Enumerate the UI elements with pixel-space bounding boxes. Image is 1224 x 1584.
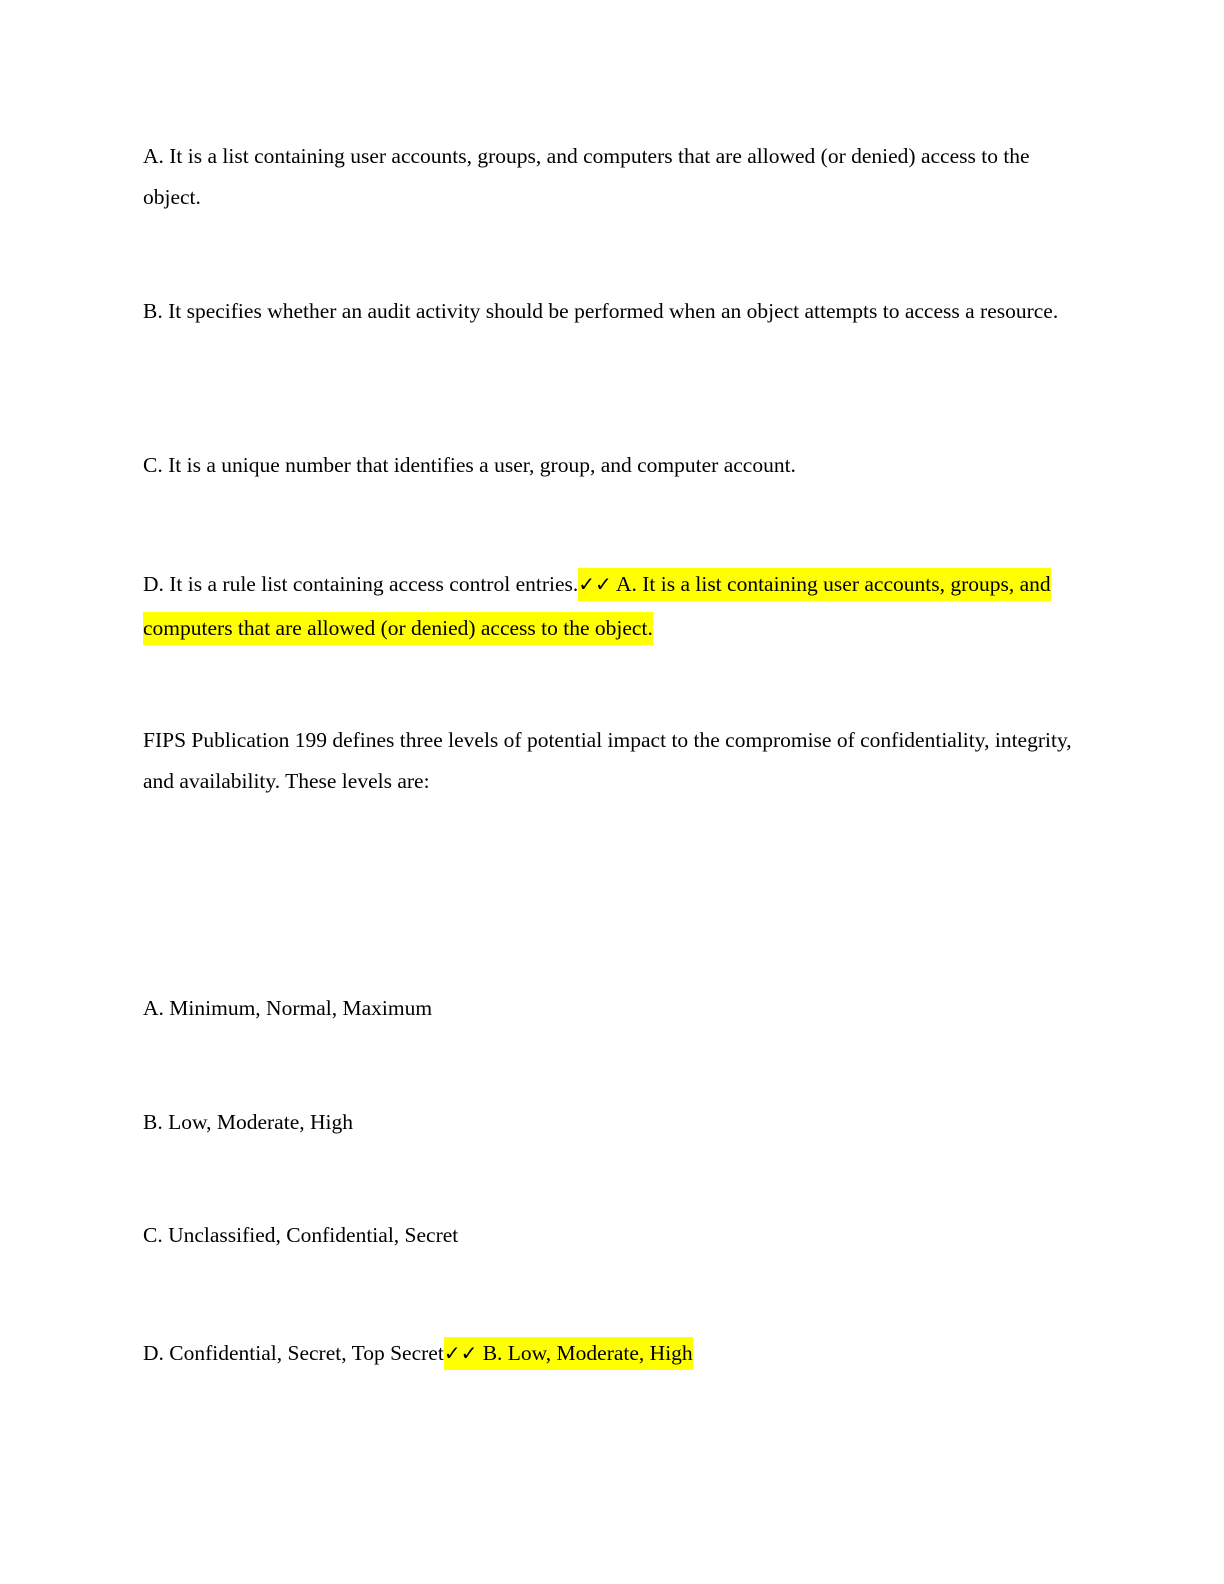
q1-option-c: C. It is a unique number that identifies a user, group, and computer account. (143, 453, 796, 477)
q2-answer: B. Low, Moderate, High (477, 1341, 693, 1365)
q1-option-d-with-answer (143, 562, 1078, 650)
checkmark-icon: ✓✓ (443, 1341, 478, 1365)
q1-option-a: A. It is a list containing user accounts, groups, and computers that are allowed (or denied) access to the object. (143, 144, 1030, 209)
q1-option-b: B. It specifies whether an audit activity should be performed when an object attempts to access a resource. (143, 299, 1059, 323)
q2-option-d: D. Confidential, Secret, Top Secret (143, 1341, 444, 1365)
q2-prompt: FIPS Publication 199 defines three levels of potential impact to the compromise of confidentiality, integrity, and availability. These levels are: (143, 728, 1072, 793)
checkmark-icon: ✓✓ (578, 572, 612, 596)
q2-option-d-with-answer (143, 1331, 1078, 1375)
q2-option-b: B. Low, Moderate, High (143, 1110, 353, 1134)
q1-answer: A. It is a list containing user accounts, groups, and computers that are allowed (or denied) access to the object. (143, 572, 1051, 640)
q2-option-c: C. Unclassified, Confidential, Secret (143, 1223, 459, 1247)
q1-option-d: D. It is a rule list containing access control entries. (143, 572, 579, 596)
q2-option-a: A. Minimum, Normal, Maximum (143, 996, 433, 1020)
q2-answer-highlight (444, 1337, 693, 1370)
